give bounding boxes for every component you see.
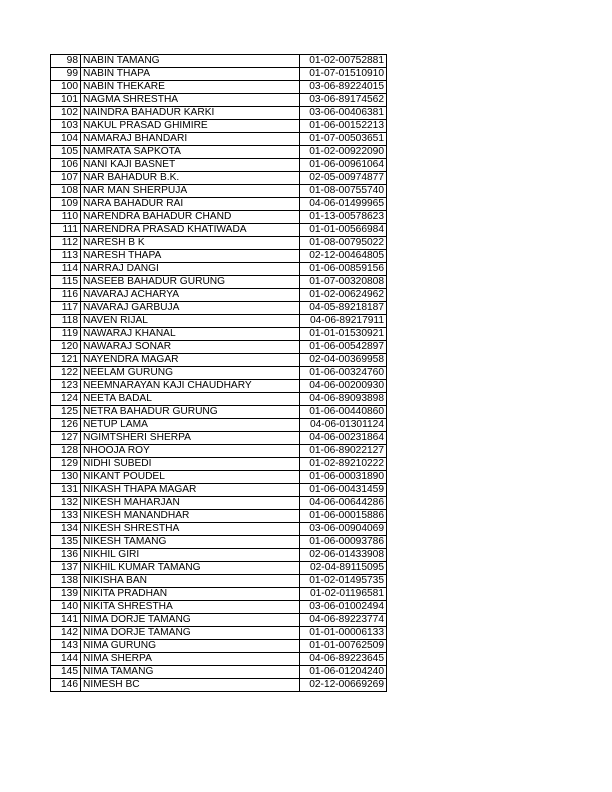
table-row [51, 432, 387, 445]
row-number-cell: 108 [51, 185, 81, 198]
table-row [51, 380, 387, 393]
row-number-cell: 112 [51, 237, 81, 250]
id-number-cell: 01-07-01510910 [300, 68, 387, 81]
row-number-cell: 142 [51, 627, 81, 640]
name-cell: NAMARAJ BHANDARI [81, 133, 300, 146]
row-number-cell: 124 [51, 393, 81, 406]
row-number-cell: 113 [51, 250, 81, 263]
id-number-cell: 01-08-00795022 [300, 237, 387, 250]
table-row [51, 276, 387, 289]
id-number-cell: 02-04-89115095 [300, 562, 387, 575]
id-number-cell: 02-05-00974877 [300, 172, 387, 185]
id-number-cell: 01-08-00755740 [300, 185, 387, 198]
id-number-cell: 01-06-00031890 [300, 471, 387, 484]
name-cell: NIKITA PRADHAN [81, 588, 300, 601]
name-cell: NAR MAN SHERPUJA [81, 185, 300, 198]
id-number-cell: 02-12-00669269 [300, 679, 387, 692]
table-row [51, 94, 387, 107]
id-number-cell: 03-06-00904069 [300, 523, 387, 536]
table-row [51, 523, 387, 536]
id-number-cell: 04-06-89217911 [300, 315, 387, 328]
id-number-cell: 01-06-00152213 [300, 120, 387, 133]
table-row [51, 458, 387, 471]
table-row [51, 159, 387, 172]
row-number-cell: 107 [51, 172, 81, 185]
id-number-cell: 01-06-00859156 [300, 263, 387, 276]
name-cell: NIKESH MANANDHAR [81, 510, 300, 523]
id-number-cell: 01-02-00624962 [300, 289, 387, 302]
name-cell: NARENDRA BAHADUR CHAND [81, 211, 300, 224]
id-number-cell: 04-06-00231864 [300, 432, 387, 445]
name-cell: NARA BAHADUR RAI [81, 198, 300, 211]
name-cell: NIMA DORJE TAMANG [81, 614, 300, 627]
table-row [51, 406, 387, 419]
name-cell: NASEEB BAHADUR GURUNG [81, 276, 300, 289]
id-number-cell: 04-06-89093898 [300, 393, 387, 406]
row-number-cell: 138 [51, 575, 81, 588]
table-row [51, 549, 387, 562]
id-number-cell: 01-02-00752881 [300, 55, 387, 68]
table-row [51, 107, 387, 120]
name-cell: NIKHIL GIRI [81, 549, 300, 562]
row-number-cell: 127 [51, 432, 81, 445]
table-row [51, 601, 387, 614]
row-number-cell: 141 [51, 614, 81, 627]
table-row [51, 471, 387, 484]
table-row [51, 445, 387, 458]
row-number-cell: 114 [51, 263, 81, 276]
row-number-cell: 146 [51, 679, 81, 692]
table-row [51, 614, 387, 627]
name-cell: NIMA SHERPA [81, 653, 300, 666]
table-row [51, 588, 387, 601]
name-cell: NAYENDRA MAGAR [81, 354, 300, 367]
table-row [51, 185, 387, 198]
row-number-cell: 134 [51, 523, 81, 536]
row-number-cell: 116 [51, 289, 81, 302]
roster-table [50, 54, 387, 692]
table-row [51, 211, 387, 224]
table-row [51, 315, 387, 328]
row-number-cell: 115 [51, 276, 81, 289]
name-cell: NETUP LAMA [81, 419, 300, 432]
name-cell: NEELAM GURUNG [81, 367, 300, 380]
id-number-cell: 04-06-01499965 [300, 198, 387, 211]
name-cell: NEEMNARAYAN KAJI CHAUDHARY [81, 380, 300, 393]
id-number-cell: 04-06-89223774 [300, 614, 387, 627]
row-number-cell: 106 [51, 159, 81, 172]
row-number-cell: 100 [51, 81, 81, 94]
name-cell: NIMA TAMANG [81, 666, 300, 679]
row-number-cell: 135 [51, 536, 81, 549]
row-number-cell: 128 [51, 445, 81, 458]
name-cell: NIKHIL KUMAR TAMANG [81, 562, 300, 575]
id-number-cell: 01-02-00922090 [300, 146, 387, 159]
table-row [51, 536, 387, 549]
table-row [51, 289, 387, 302]
table-row [51, 341, 387, 354]
name-cell: NIMA GURUNG [81, 640, 300, 653]
id-number-cell: 01-01-00566984 [300, 224, 387, 237]
name-cell: NABIN THEKARE [81, 81, 300, 94]
name-cell: NAVARAJ GARBUJA [81, 302, 300, 315]
name-cell: NETRA BAHADUR GURUNG [81, 406, 300, 419]
table-row [51, 627, 387, 640]
row-number-cell: 144 [51, 653, 81, 666]
table-row [51, 302, 387, 315]
row-number-cell: 120 [51, 341, 81, 354]
id-number-cell: 01-01-00006133 [300, 627, 387, 640]
id-number-cell: 01-06-89022127 [300, 445, 387, 458]
name-cell: NIKITA SHRESTHA [81, 601, 300, 614]
table-row [51, 328, 387, 341]
row-number-cell: 140 [51, 601, 81, 614]
table-row [51, 172, 387, 185]
id-number-cell: 01-06-00440860 [300, 406, 387, 419]
table-row [51, 237, 387, 250]
id-number-cell: 01-02-01196581 [300, 588, 387, 601]
id-number-cell: 03-06-01002494 [300, 601, 387, 614]
name-cell: NIKANT POUDEL [81, 471, 300, 484]
name-cell: NAWARAJ KHANAL [81, 328, 300, 341]
name-cell: NAGMA SHRESTHA [81, 94, 300, 107]
name-cell: NIDHI SUBEDI [81, 458, 300, 471]
id-number-cell: 01-13-00578623 [300, 211, 387, 224]
row-number-cell: 131 [51, 484, 81, 497]
name-cell: NAVARAJ ACHARYA [81, 289, 300, 302]
name-cell: NARESH THAPA [81, 250, 300, 263]
id-number-cell: 04-06-01301124 [300, 419, 387, 432]
row-number-cell: 104 [51, 133, 81, 146]
name-cell: NAINDRA BAHADUR KARKI [81, 107, 300, 120]
table-row [51, 497, 387, 510]
table-row [51, 68, 387, 81]
row-number-cell: 136 [51, 549, 81, 562]
table-row [51, 55, 387, 68]
row-number-cell: 118 [51, 315, 81, 328]
row-number-cell: 110 [51, 211, 81, 224]
table-row [51, 146, 387, 159]
name-cell: NEETA BADAL [81, 393, 300, 406]
name-cell: NIKESH TAMANG [81, 536, 300, 549]
row-number-cell: 121 [51, 354, 81, 367]
row-number-cell: 145 [51, 666, 81, 679]
row-number-cell: 101 [51, 94, 81, 107]
row-number-cell: 99 [51, 68, 81, 81]
row-number-cell: 123 [51, 380, 81, 393]
row-number-cell: 103 [51, 120, 81, 133]
row-number-cell: 143 [51, 640, 81, 653]
name-cell: NIMESH BC [81, 679, 300, 692]
id-number-cell: 01-06-01204240 [300, 666, 387, 679]
name-cell: NARESH B K [81, 237, 300, 250]
name-cell: NIKESH SHRESTHA [81, 523, 300, 536]
id-number-cell: 01-07-00503651 [300, 133, 387, 146]
id-number-cell: 04-06-00644286 [300, 497, 387, 510]
table-row [51, 250, 387, 263]
id-number-cell: 04-06-89223645 [300, 653, 387, 666]
id-number-cell: 01-07-00320808 [300, 276, 387, 289]
id-number-cell: 01-06-00961064 [300, 159, 387, 172]
row-number-cell: 102 [51, 107, 81, 120]
row-number-cell: 105 [51, 146, 81, 159]
id-number-cell: 04-06-00200930 [300, 380, 387, 393]
id-number-cell: 01-06-00015886 [300, 510, 387, 523]
table-row [51, 562, 387, 575]
row-number-cell: 122 [51, 367, 81, 380]
name-cell: NAKUL PRASAD GHIMIRE [81, 120, 300, 133]
table-row [51, 263, 387, 276]
id-number-cell: 03-06-89174562 [300, 94, 387, 107]
name-cell: NIKESH MAHARJAN [81, 497, 300, 510]
table-row [51, 81, 387, 94]
id-number-cell: 01-06-00431459 [300, 484, 387, 497]
id-number-cell: 01-06-00324760 [300, 367, 387, 380]
row-number-cell: 109 [51, 198, 81, 211]
row-number-cell: 111 [51, 224, 81, 237]
id-number-cell: 02-06-01433908 [300, 549, 387, 562]
table-row [51, 640, 387, 653]
name-cell: NANI KAJI BASNET [81, 159, 300, 172]
name-cell: NABIN TAMANG [81, 55, 300, 68]
table-row [51, 666, 387, 679]
id-number-cell: 01-02-89210222 [300, 458, 387, 471]
table-row [51, 679, 387, 692]
table-row [51, 198, 387, 211]
name-cell: NABIN THAPA [81, 68, 300, 81]
row-number-cell: 129 [51, 458, 81, 471]
id-number-cell: 03-06-89224015 [300, 81, 387, 94]
table-row [51, 575, 387, 588]
id-number-cell: 01-02-01495735 [300, 575, 387, 588]
name-cell: NARRAJ DANGI [81, 263, 300, 276]
table-row [51, 484, 387, 497]
name-cell: NIKISHA BAN [81, 575, 300, 588]
row-number-cell: 137 [51, 562, 81, 575]
name-cell: NIKASH THAPA MAGAR [81, 484, 300, 497]
roster-table-body [51, 55, 387, 692]
name-cell: NAMRATA SAPKOTA [81, 146, 300, 159]
table-row [51, 510, 387, 523]
row-number-cell: 117 [51, 302, 81, 315]
name-cell: NAWARAJ SONAR [81, 341, 300, 354]
row-number-cell: 130 [51, 471, 81, 484]
name-cell: NHOOJA ROY [81, 445, 300, 458]
table-row [51, 393, 387, 406]
row-number-cell: 126 [51, 419, 81, 432]
table-row [51, 354, 387, 367]
id-number-cell: 04-05-89218187 [300, 302, 387, 315]
id-number-cell: 02-04-00369958 [300, 354, 387, 367]
table-row [51, 133, 387, 146]
table-row [51, 120, 387, 133]
name-cell: NGIMTSHERI SHERPA [81, 432, 300, 445]
row-number-cell: 125 [51, 406, 81, 419]
name-cell: NAR BAHADUR B.K. [81, 172, 300, 185]
row-number-cell: 139 [51, 588, 81, 601]
id-number-cell: 01-06-00093786 [300, 536, 387, 549]
name-cell: NIMA DORJE TAMANG [81, 627, 300, 640]
table-row [51, 419, 387, 432]
id-number-cell: 03-06-00406381 [300, 107, 387, 120]
id-number-cell: 01-01-00762509 [300, 640, 387, 653]
name-cell: NARENDRA PRASAD KHATIWADA [81, 224, 300, 237]
id-number-cell: 01-01-01530921 [300, 328, 387, 341]
table-row [51, 653, 387, 666]
table-row [51, 224, 387, 237]
table-row [51, 367, 387, 380]
id-number-cell: 01-06-00542897 [300, 341, 387, 354]
row-number-cell: 132 [51, 497, 81, 510]
row-number-cell: 133 [51, 510, 81, 523]
row-number-cell: 98 [51, 55, 81, 68]
id-number-cell: 02-12-00464805 [300, 250, 387, 263]
row-number-cell: 119 [51, 328, 81, 341]
name-cell: NAVEN RIJAL [81, 315, 300, 328]
